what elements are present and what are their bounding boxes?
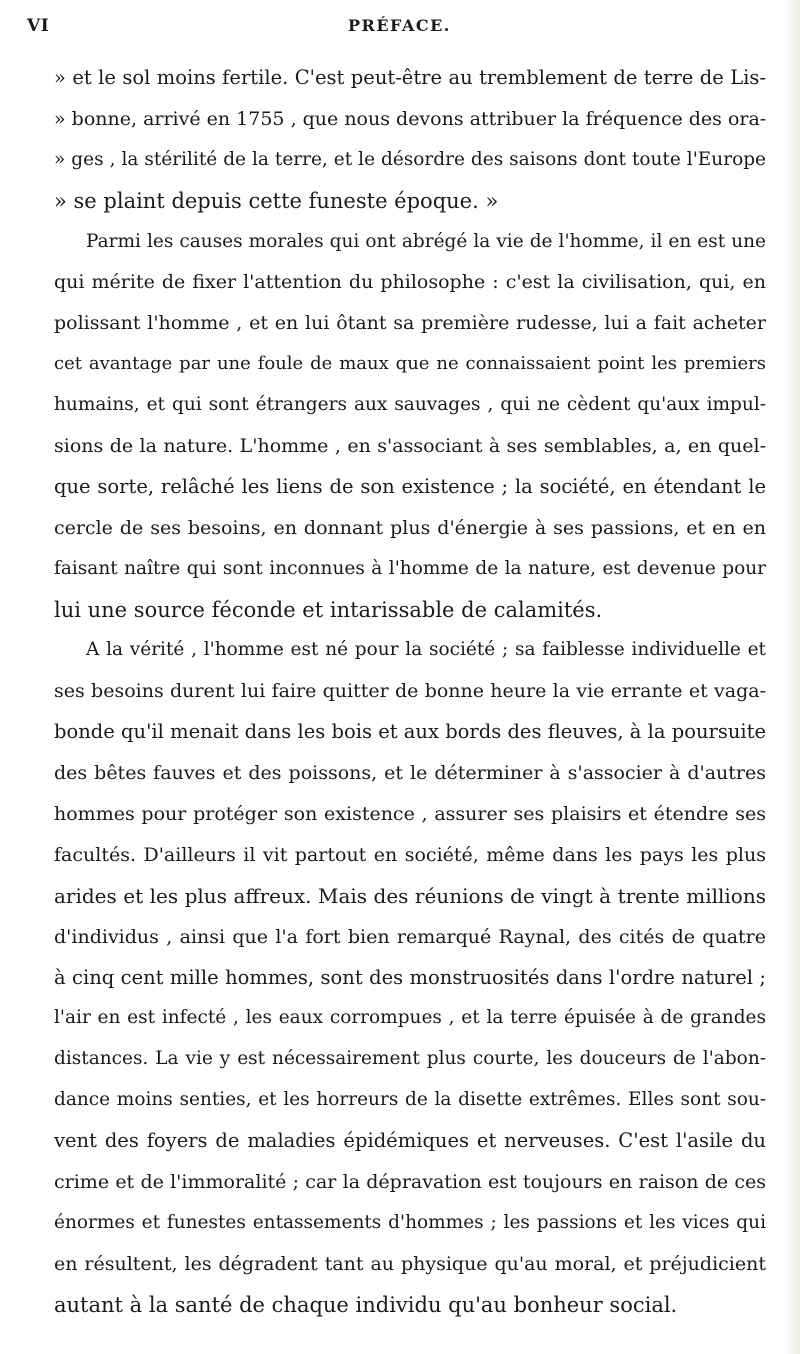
text-line: en résultent, les dégradent tant au physique qu'au moral, et préjudicient bbox=[54, 1252, 766, 1275]
text-line: distances. La vie y est nécessairement plus courte, les douceurs de l'abon- bbox=[54, 1048, 766, 1070]
text-line: bonde qu'il menait dans les bois et aux bords des fleuves, à la poursuite bbox=[54, 720, 766, 744]
text-line: arides et les plus affreux. Mais des réunions de vingt à trente millions bbox=[54, 883, 766, 908]
text-line: » bonne, arrivé en 1755 , que nous devons attribuer la fréquence des ora- bbox=[54, 107, 766, 130]
text-line: vent des foyers de maladies épidémiques et nerveuses. C'est l'asile du bbox=[54, 1129, 766, 1153]
text-line: qui mérite de fixer l'attention du philosophe : c'est la civilisation, qui, en bbox=[54, 271, 766, 294]
body-text bbox=[54, 58, 766, 1326]
text-line: A la vérité , l'homme est né pour la société ; sa faiblesse individuelle et bbox=[86, 639, 766, 661]
text-line: faisant naître qui sont inconnues à l'homme de la nature, est devenue pour bbox=[54, 557, 766, 579]
text-line: dance moins senties, et les horreurs de la disette extrêmes. Elles sont sou- bbox=[54, 1089, 766, 1111]
text-line: d'individus , ainsi que l'a fort bien remarqué Raynal, des cités de quatre bbox=[54, 925, 766, 948]
text-line: des bêtes fauves et des poissons, et le déterminer à s'associer à d'autres bbox=[54, 762, 766, 785]
text-line: » et le sol moins fertile. C'est peut-être au tremblement de terre de Lis- bbox=[54, 66, 766, 89]
text-line: polissant l'homme , et en lui ôtant sa première rudesse, lui a fait acheter bbox=[54, 312, 766, 335]
text-line: autant à la santé de chaque individu qu'au bonheur social. bbox=[54, 1292, 678, 1317]
page-edge-shadow bbox=[782, 0, 800, 1354]
text-line: humains, et qui sont étrangers aux sauvages , qui ne cèdent qu'aux impul- bbox=[54, 394, 766, 416]
running-head bbox=[0, 4, 800, 44]
running-title: PRÉFACE. bbox=[348, 16, 451, 35]
text-line: facultés. D'ailleurs il vit partout en société, même dans les pays les plus bbox=[54, 843, 766, 866]
text-line: » ges , la stérilité de la terre, et le désordre des saisons dont toute l'Europe bbox=[54, 148, 766, 170]
text-line: » se plaint depuis cette funeste époque. » bbox=[54, 188, 499, 213]
text-line: Parmi les causes morales qui ont abrégé la vie de l'homme, il en est une bbox=[86, 230, 766, 252]
text-line: sions de la nature. L'homme , en s'associant à ses semblables, a, en quel- bbox=[54, 435, 766, 458]
text-line: cet avantage par une foule de maux que ne connaissaient point les premiers bbox=[54, 353, 766, 375]
text-line: l'air en est infecté , les eaux corrompues , et la terre épuisée à de grandes bbox=[54, 1007, 766, 1029]
text-line: lui une source féconde et intarissable de calamités. bbox=[54, 597, 603, 622]
text-line: ses besoins durent lui faire quitter de bonne heure la vie errante et vaga- bbox=[54, 680, 766, 703]
text-line: hommes pour protéger son existence , assurer ses plaisirs et étendre ses bbox=[54, 803, 766, 826]
text-line: que sorte, relâché les liens de son existence ; la société, en étendant le bbox=[54, 474, 766, 498]
text-line: énormes et funestes entassements d'hommes ; les passions et les vices qui bbox=[54, 1211, 766, 1233]
text-line: à cinq cent mille hommes, sont des monstruosités dans l'ordre naturel ; bbox=[54, 965, 766, 989]
text-line: crime et de l'immoralité ; car la dépravation est toujours en raison de ces bbox=[54, 1171, 766, 1194]
text-line: cercle de ses besoins, en donnant plus d'énergie à ses passions, et en en bbox=[54, 516, 766, 539]
page-number: VI bbox=[27, 16, 50, 36]
